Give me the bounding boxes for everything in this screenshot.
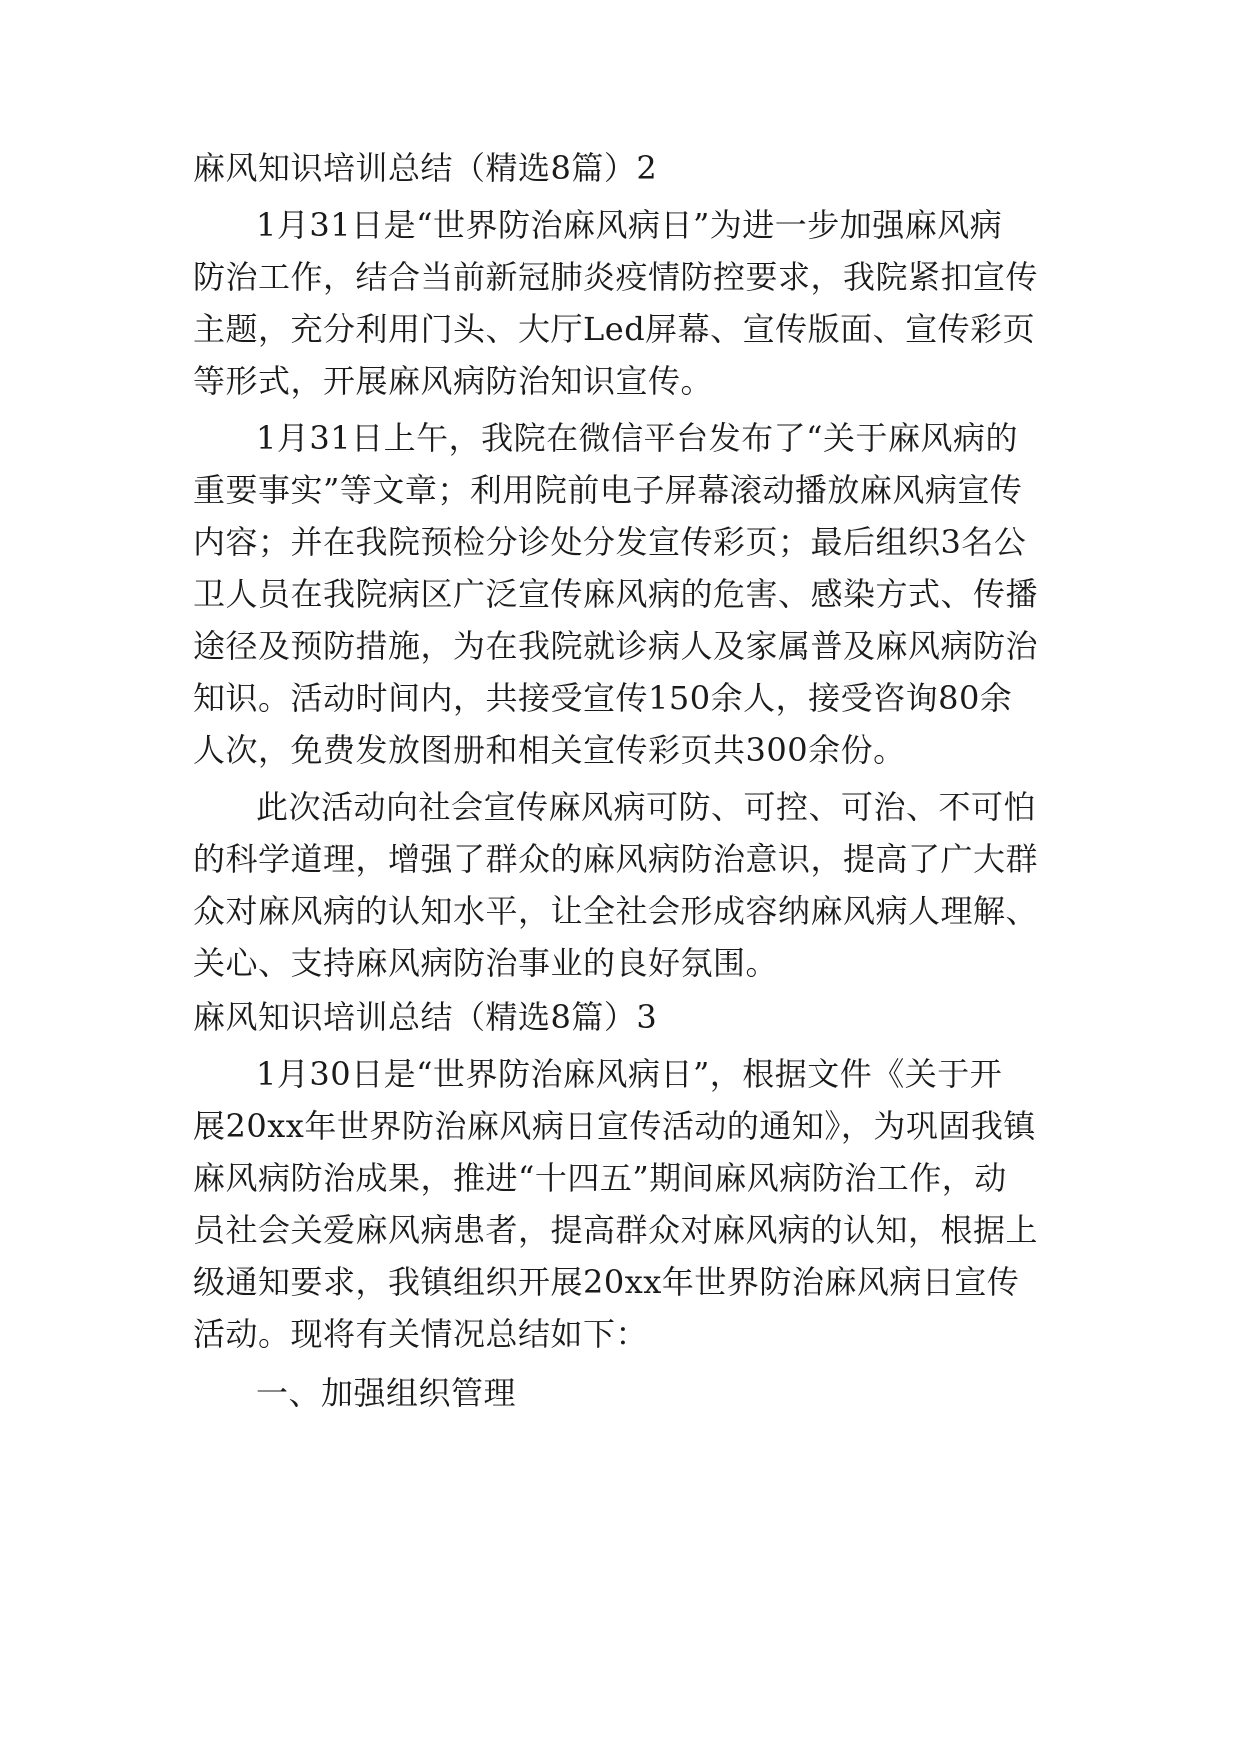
paragraph-line: 1月31日上午，我院在微信平台发布了“关于麻风病的 [256, 419, 1018, 457]
paragraph-line: 1月31日是“世界防治麻风病日”为进一步加强麻风病 [256, 206, 1003, 244]
paragraph-line: 此次活动向社会宣传麻风病可防、可控、可治、不可怕 [256, 788, 1037, 826]
paragraph-line: 知识。活动时间内，共接受宣传150余人，接受咨询80余 [193, 679, 1013, 717]
paragraph-line: 员社会关爱麻风病患者，提高群众对麻风病的认知，根据上 [193, 1211, 1039, 1249]
paragraph-line: 众对麻风病的认知水平，让全社会形成容纳麻风病人理解、 [193, 892, 1039, 930]
paragraph-line: 麻风病防治成果，推进“十四五”期间麻风病防治工作，动 [193, 1159, 1007, 1197]
paragraph-line: 活动。现将有关情况总结如下： [193, 1315, 649, 1353]
paragraph-line: 等形式，开展麻风病防治知识宣传。 [193, 362, 714, 400]
paragraph-line: 重要事实”等文章；利用院前电子屏幕滚动播放麻风病宣传 [193, 471, 1023, 509]
paragraph-line: 人次，免费发放图册和相关宣传彩页共300余份。 [193, 731, 906, 769]
paragraph-line: 防治工作，结合当前新冠肺炎疫情防控要求，我院紧扣宣传 [193, 258, 1039, 296]
section-heading-3: 麻风知识培训总结（精选8篇）3 [193, 998, 658, 1036]
paragraph-line: 级通知要求，我镇组织开展20xx年世界防治麻风病日宣传 [193, 1263, 1020, 1301]
paragraph-line: 主题，充分利用门头、大厅Led屏幕、宣传版面、宣传彩页 [193, 310, 1036, 348]
section-heading-2: 麻风知识培训总结（精选8篇）2 [193, 149, 658, 187]
paragraph-line: 展20xx年世界防治麻风病日宣传活动的通知》，为巩固我镇 [193, 1107, 1036, 1145]
paragraph-line: 途径及预防措施，为在我院就诊病人及家属普及麻风病防治 [193, 627, 1039, 665]
paragraph-line: 内容；并在我院预检分诊处分发宣传彩页；最后组织3名公 [193, 523, 1027, 561]
subheading: 一、加强组织管理 [256, 1374, 517, 1412]
paragraph-line: 卫人员在我院病区广泛宣传麻风病的危害、感染方式、传播 [193, 575, 1039, 613]
paragraph-line: 1月30日是“世界防治麻风病日”，根据文件《关于开 [256, 1055, 1003, 1093]
paragraph-line: 关心、支持麻风病防治事业的良好氛围。 [193, 944, 779, 982]
paragraph-line: 的科学道理，增强了群众的麻风病防治意识，提高了广大群 [193, 840, 1039, 878]
